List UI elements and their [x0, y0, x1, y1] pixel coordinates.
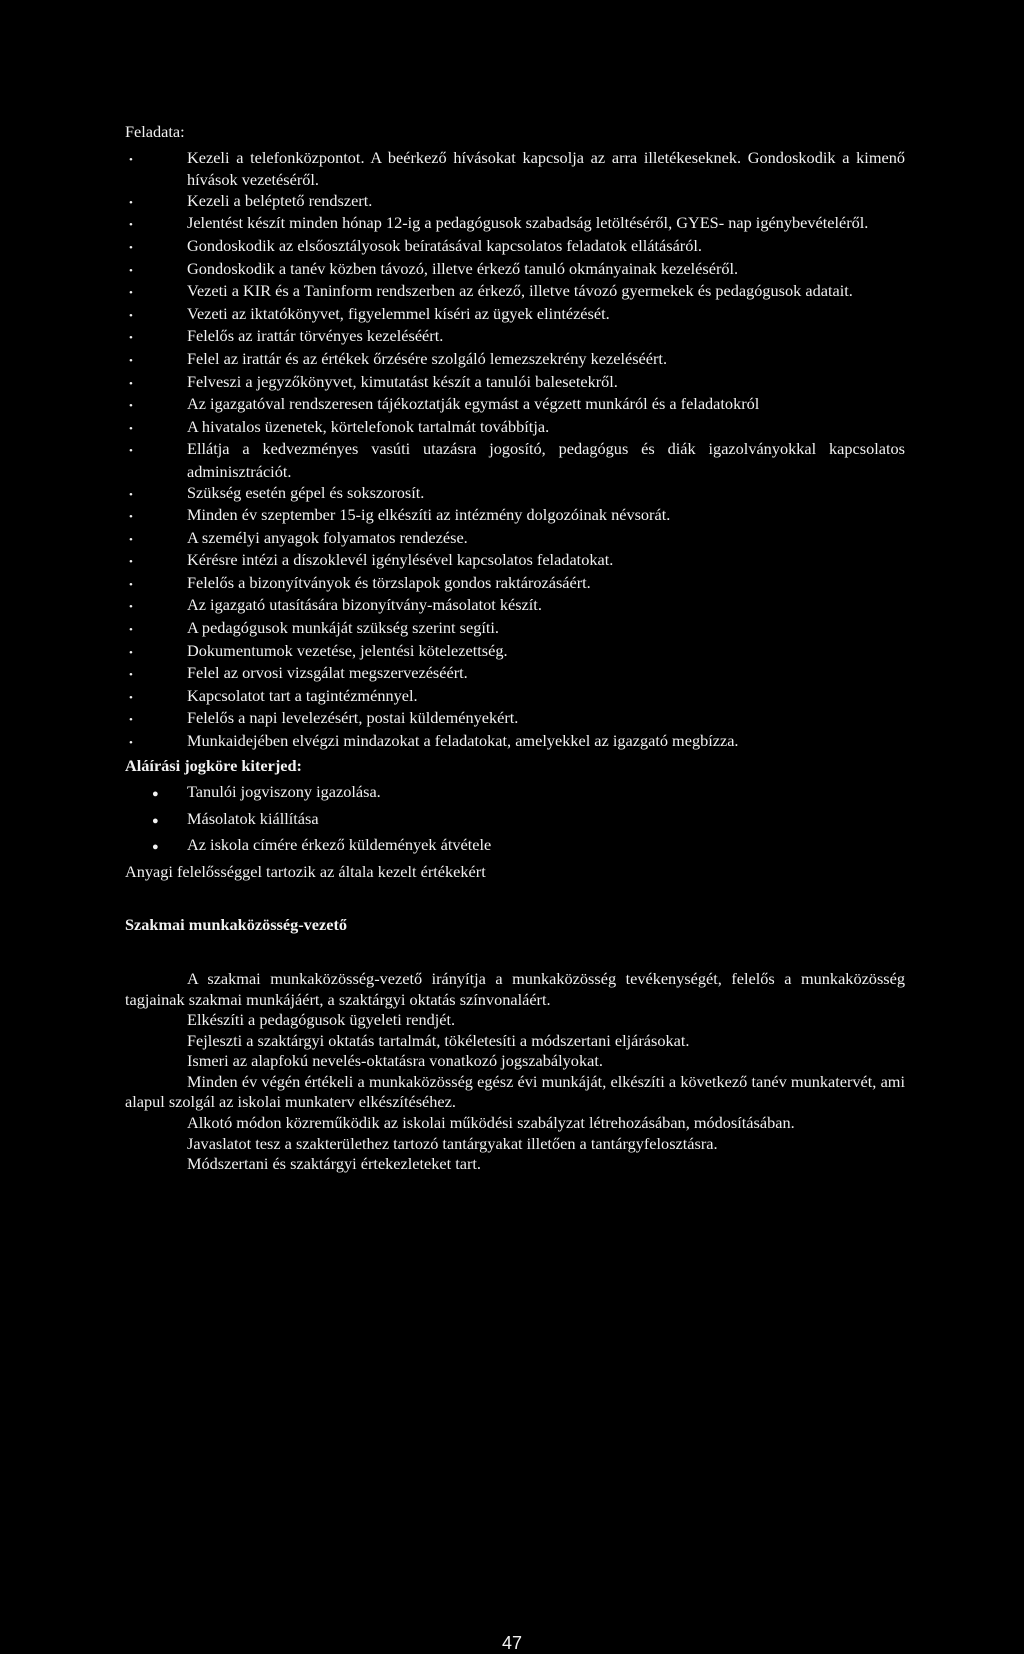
task-item-text: Gondoskodik a tanév közben távozó, illetve érkező tanuló okmányainak kezeléséről. — [187, 258, 739, 278]
task-item — [125, 326, 905, 349]
section-paragraph: Alkotó módon közreműködik az iskolai működési szabályzat létrehozásában, módosításában. — [187, 1113, 795, 1133]
section-paragraph: Ismeri az alapfokú nevelés-oktatásra vonatkozó jogszabályokat. — [187, 1051, 603, 1071]
task-item-text: Kapcsolatot tart a tagintézménnyel. — [187, 685, 418, 705]
bullet-icon: • — [129, 601, 133, 614]
task-item — [125, 483, 905, 506]
bullet-icon: • — [129, 400, 133, 413]
task-item — [125, 259, 905, 282]
bullet-icon: • — [129, 287, 133, 300]
task-item-text: Jelentést készít minden hónap 12-ig a pedagógusok szabadság letöltéséről, GYES- nap igénybevételéről. — [187, 213, 869, 233]
task-item-text: Felelős az irattár törvényes kezeléséért. — [187, 326, 444, 346]
section-paragraph: Fejleszti a szaktárgyi oktatás tartalmát, tökéletesíti a módszertani eljárásokat. — [187, 1030, 690, 1050]
bullet-icon: • — [129, 646, 133, 659]
task-item-text: Szükség esetén gépel és sokszorosít. — [187, 482, 425, 502]
task-item-text: A pedagógusok munkáját szükség szerint segíti. — [187, 618, 499, 638]
task-item — [125, 236, 905, 259]
bullet-icon: • — [129, 511, 133, 524]
bullet-icon: • — [129, 578, 133, 591]
task-item-text: Kezeli a beléptető rendszert. — [187, 190, 373, 210]
section-paragraph: Minden év végén értékeli a munkaközösség egész évi munkáját, elkészíti a következő tanév munkatervét, ami alapul szolgál az iskolai munkaterv elkészítéséhez. — [125, 1071, 905, 1112]
task-item — [125, 528, 905, 551]
task-item — [125, 573, 905, 596]
task-item-text: Felelős a napi levelezésért, postai küldeményekért. — [187, 708, 519, 728]
task-item-text: Gondoskodik az elsőosztályosok beíratásával kapcsolatos feladatok ellátásáról. — [187, 235, 702, 255]
task-item-text: Ellátja a kedvezményes vasúti utazásra jogosító, pedagógus és diák igazolványokkal kapcsolatos adminisztrációt. — [187, 439, 905, 481]
task-item-text: Felveszi a jegyzőkönyvet, kimutatást készít a tanulói balesetekről. — [187, 371, 618, 391]
task-item — [125, 663, 905, 686]
task-item — [125, 641, 905, 664]
task-item — [125, 417, 905, 440]
bullet-icon: • — [129, 332, 133, 345]
task-item — [125, 595, 905, 618]
task-item — [125, 372, 905, 395]
section-paragraph: Módszertani és szaktárgyi értekezleteket tart. — [187, 1154, 481, 1174]
task-item-text: Felelős a bizonyítványok és törzslapok gondos raktározásáért. — [187, 572, 591, 592]
bullet-icon: • — [129, 309, 133, 322]
bullet-icon: • — [129, 219, 133, 232]
task-item — [125, 148, 905, 191]
task-item-text: Az igazgatóval rendszeresen tájékoztatják egymást a végzett munkáról és a feladatokról — [187, 394, 760, 414]
task-item — [125, 439, 905, 482]
responsibility-line: Anyagi felelősséggel tartozik az általa kezelt értékekért — [125, 861, 486, 881]
task-item-text: Minden év szeptember 15-ig elkészíti az intézmény dolgozóinak névsorát. — [187, 505, 671, 525]
task-item — [125, 213, 905, 236]
task-item-text: Kezeli a telefonközpontot. A beérkező hívásokat kapcsolja az arra illetékeseknek. Gondoskodik a kimenő hívások vezetéséről. — [187, 147, 905, 190]
bullet-icon: • — [129, 422, 133, 435]
task-item-text: Munkaidejében elvégzi mindazokat a feladatokat, amelyekkel az igazgató megbízza. — [187, 731, 739, 751]
bullet-icon: ● — [152, 814, 159, 827]
page-number: 47 — [501, 1633, 523, 1653]
task-item — [125, 281, 905, 304]
bullet-icon: • — [129, 153, 133, 166]
bullet-icon: • — [129, 488, 133, 501]
section-paragraph: A szakmai munkaközösség-vezető irányítja a munkaközösség tevékenységét, felelős a munkaközösség tagjainak szakmai munkájáért, a szaktárgyi oktatás színvonaláért. — [125, 968, 905, 1009]
bullet-icon: • — [129, 241, 133, 254]
task-item-text: Kérésre intézi a díszoklevél igénylésével kapcsolatos feladatokat. — [187, 550, 614, 570]
bullet-icon: ● — [152, 788, 159, 801]
bullet-icon: • — [129, 624, 133, 637]
section-paragraph: Elkészíti a pedagógusok ügyeleti rendjét. — [187, 1010, 456, 1030]
task-item — [125, 731, 905, 754]
bullet-icon: • — [129, 264, 133, 277]
bullet-icon: • — [129, 533, 133, 546]
task-item — [125, 304, 905, 327]
bullet-icon: • — [129, 714, 133, 727]
bullet-icon: • — [129, 556, 133, 569]
page-content — [125, 122, 905, 1175]
task-item-text: Felel az irattár és az értékek őrzésére szolgáló lemezszekrény kezeléséért. — [187, 348, 668, 368]
signature-item — [125, 833, 905, 860]
feladata-label: Feladata: — [125, 122, 185, 141]
bullet-icon: • — [129, 669, 133, 682]
task-item — [125, 191, 905, 214]
signature-item-text: Tanulói jogviszony igazolása. — [187, 782, 381, 802]
section-heading-munkakozosseg: Szakmai munkaközösség-vezető — [125, 915, 348, 935]
task-item — [125, 550, 905, 573]
bullet-icon: • — [129, 377, 133, 390]
task-item-text: Felel az orvosi vizsgálat megszervezéséért. — [187, 663, 468, 683]
task-item — [125, 505, 905, 528]
task-item — [125, 686, 905, 709]
signature-list — [125, 780, 905, 860]
signature-item-text: Másolatok kiállítása — [187, 808, 319, 828]
task-item — [125, 618, 905, 641]
task-item — [125, 394, 905, 417]
bullet-icon: ● — [152, 841, 159, 854]
task-item-text: A személyi anyagok folyamatos rendezése. — [187, 527, 468, 547]
task-item — [125, 349, 905, 372]
bullet-icon: • — [129, 691, 133, 704]
task-list — [125, 148, 905, 754]
bullet-icon: • — [129, 737, 133, 750]
bullet-icon: • — [129, 196, 133, 209]
section-paragraph: Javaslatot tesz a szakterülethez tartozó tantárgyakat illetően a tantárgyfelosztásra. — [187, 1133, 718, 1153]
section-paragraphs — [125, 969, 905, 1175]
bullet-icon: • — [129, 354, 133, 367]
task-item-text: Vezeti az iktatókönyvet, figyelemmel kíséri az ügyek elintézését. — [187, 303, 610, 323]
bullet-icon: • — [129, 445, 133, 458]
task-item — [125, 708, 905, 731]
signature-item-text: Az iskola címére érkező küldemények átvétele — [187, 835, 492, 855]
task-item-text: Az igazgató utasítására bizonyítvány-másolatot készít. — [187, 595, 542, 615]
signature-item — [125, 807, 905, 834]
task-item-text: Dokumentumok vezetése, jelentési kötelezettség. — [187, 640, 508, 660]
task-item-text: Vezeti a KIR és a Taninform rendszerben az érkező, illetve távozó gyermekek és pedagógusok adatait. — [187, 281, 853, 301]
signature-heading: Aláírási jogköre kiterjed: — [125, 755, 302, 775]
signature-item — [125, 780, 905, 807]
task-item-text: A hivatalos üzenetek, körtelefonok tartalmát továbbítja. — [187, 416, 550, 436]
